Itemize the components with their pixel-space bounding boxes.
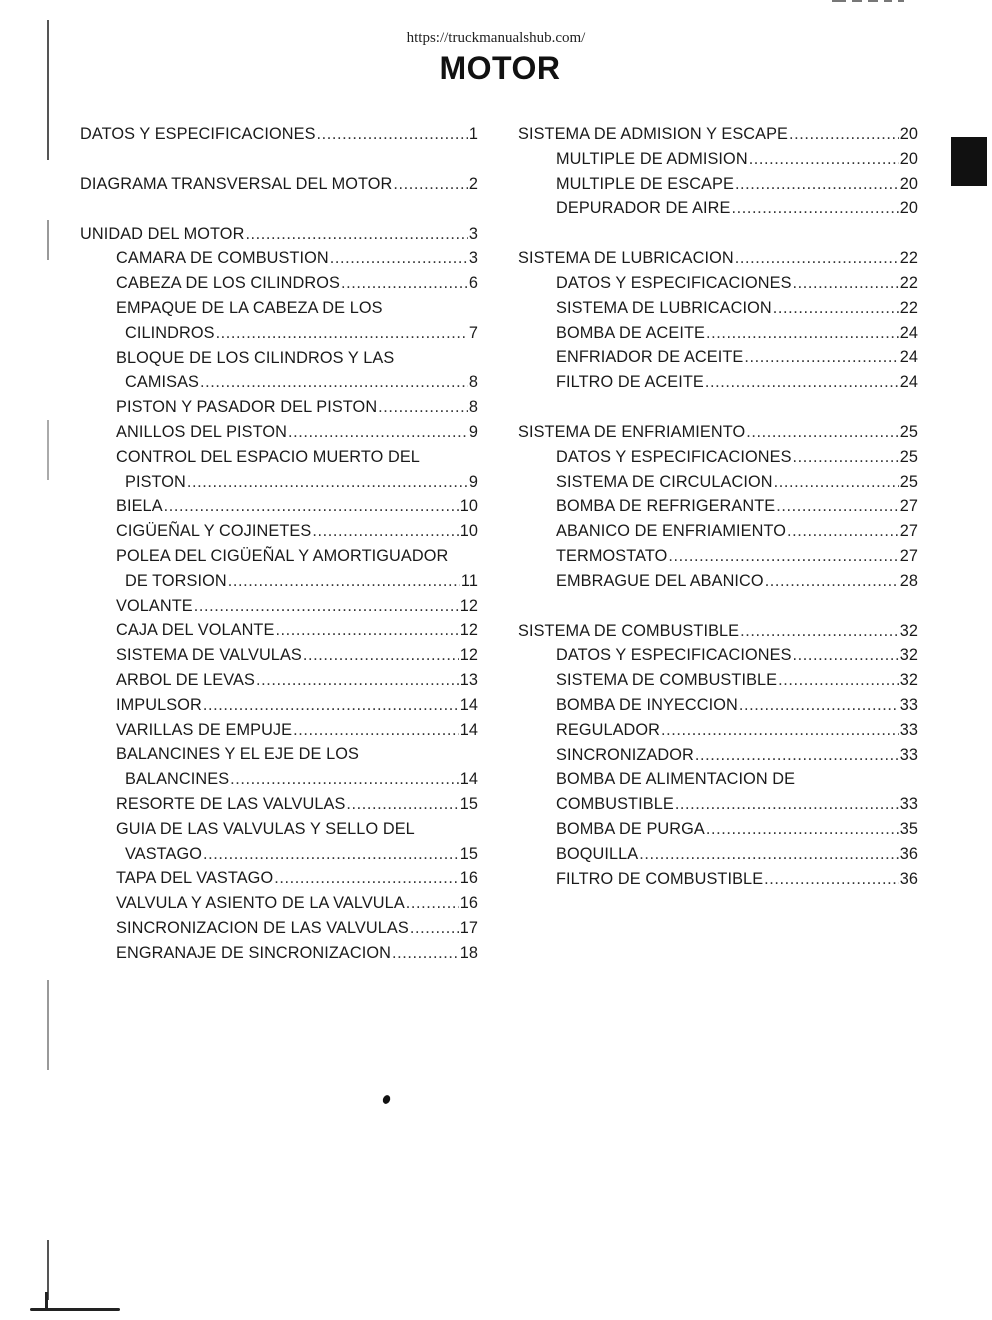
toc-entry [80, 222, 478, 247]
toc-entry-label: DEPURADOR DE AIRE [556, 199, 731, 218]
toc-leader-dots [765, 569, 899, 594]
toc-page-number: 18 [459, 943, 478, 962]
toc-entry-label: DATOS Y ESPECIFICACIONES [80, 125, 316, 143]
toc-entry-label: CAMISAS [125, 373, 199, 392]
toc-entry-label: SINCRONIZADOR [556, 745, 694, 764]
toc-group [518, 420, 918, 594]
toc-leader-dots [740, 619, 899, 644]
toc-entry-label: PISTON Y PASADOR DEL PISTON [116, 398, 378, 417]
toc-entry-label: BIELA [116, 497, 163, 516]
toc-entry [518, 345, 918, 370]
toc-entry-label: SISTEMA DE VALVULAS [116, 646, 302, 665]
toc-entry-label: SISTEMA DE CIRCULACION [556, 472, 773, 491]
toc-page-number: 36 [899, 869, 918, 888]
toc-entry-label: UNIDAD DEL MOTOR [80, 224, 245, 243]
toc-entry [80, 693, 478, 718]
toc-leader-dots [293, 718, 459, 743]
toc-leader-dots [200, 370, 468, 395]
toc-leader-dots [164, 494, 459, 519]
toc-page-number: 32 [899, 646, 918, 665]
toc-entry-label: BOMBA DE ALIMENTACION DE [556, 770, 796, 789]
toc-leader-dots [288, 420, 468, 445]
toc-page-number: 33 [899, 795, 918, 814]
toc-entry [80, 172, 478, 197]
toc-page-number: 16 [459, 894, 478, 913]
toc-entry-label: BOQUILLA [556, 844, 639, 863]
stray-dot-mark [381, 1094, 391, 1105]
toc-entry [80, 866, 478, 891]
toc-leader-dots [735, 246, 899, 271]
toc-leader-dots [735, 172, 899, 197]
toc-page-number: 25 [899, 472, 918, 491]
toc-leader-dots [317, 122, 468, 147]
toc-entry-label: DATOS Y ESPECIFICACIONES [556, 273, 792, 292]
toc-page-number: 24 [899, 348, 918, 367]
toc-entry-label: SINCRONIZACION DE LAS VALVULAS [116, 918, 409, 937]
toc-page-number: 3 [468, 224, 478, 243]
toc-entry-label: ARBOL DE LEVAS [116, 670, 255, 689]
toc-entry [80, 445, 478, 470]
toc-leader-dots [773, 296, 899, 321]
toc-entry-label: SISTEMA DE LUBRICACION [556, 298, 772, 317]
toc-page-number: 11 [460, 571, 478, 590]
toc-group [80, 122, 478, 147]
toc-entry-label: MULTIPLE DE ESCAPE [556, 174, 734, 193]
toc-leader-dots [793, 271, 899, 296]
toc-leader-dots [203, 693, 459, 718]
toc-page-number: 27 [899, 497, 918, 516]
toc-leader-dots [739, 693, 899, 718]
toc-entry-label: SISTEMA DE LUBRICACION [518, 249, 734, 268]
toc-page-number: 33 [899, 695, 918, 714]
toc-entry-label: CIGÜEÑAL Y COJINETES [116, 522, 312, 541]
toc-leader-dots [194, 594, 459, 619]
scan-corner-mark [30, 1308, 120, 1311]
scan-edge-line [47, 220, 49, 260]
toc-entry-label: BALANCINES [125, 770, 230, 789]
toc-page-number: 33 [899, 720, 918, 739]
toc-right-column [518, 122, 918, 916]
page-title: MOTOR [439, 50, 561, 86]
scan-top-mark [898, 0, 904, 2]
toc-entry-label: GUIA DE LAS VALVULAS Y SELLO DEL [116, 819, 415, 838]
source-url: https://truckmanualshub.com/ [406, 30, 586, 46]
toc-page-number: 32 [899, 671, 918, 690]
toc-page-number: 8 [468, 373, 478, 392]
toc-entry-label: DATOS Y ESPECIFICACIONES [556, 447, 792, 466]
toc-page-number: 20 [899, 149, 918, 168]
toc-entry-label: SISTEMA DE COMBUSTIBLE [518, 621, 740, 640]
toc-entry [80, 544, 478, 569]
toc-entry [518, 296, 918, 321]
toc-page-number: 27 [899, 522, 918, 541]
toc-leader-dots [661, 718, 899, 743]
toc-entry-label: BOMBA DE PURGA [556, 819, 705, 838]
toc-entry-label: TAPA DEL VASTAGO [116, 869, 274, 888]
toc-leader-dots [346, 792, 458, 817]
toc-entry-label: FILTRO DE COMBUSTIBLE [556, 869, 764, 888]
toc-entry [80, 122, 478, 147]
toc-entry-label: POLEA DEL CIGÜEÑAL Y AMORTIGUADOR [116, 546, 449, 565]
scan-edge-line [47, 420, 49, 480]
toc-page-number: 15 [459, 794, 478, 813]
scan-top-mark [884, 0, 892, 2]
toc-entry [518, 321, 918, 346]
toc-page-number: 17 [459, 918, 478, 937]
toc-page-number: 8 [468, 398, 478, 417]
toc-leader-dots [187, 470, 468, 495]
toc-page-number: 9 [468, 422, 478, 441]
toc-entry [518, 718, 918, 743]
toc-entry [80, 718, 478, 743]
toc-leader-dots [312, 519, 458, 544]
toc-page-number: 27 [899, 546, 918, 565]
toc-page-number: 2 [468, 174, 478, 193]
toc-page-number: 33 [899, 745, 918, 764]
toc-entry [80, 470, 478, 495]
toc-page-number: 24 [899, 373, 918, 392]
toc-leader-dots [749, 147, 899, 172]
toc-leader-dots [216, 321, 468, 346]
toc-leader-dots [245, 222, 467, 247]
toc-leader-dots [203, 842, 459, 867]
toc-entry [518, 619, 918, 644]
toc-entry [518, 693, 918, 718]
toc-entry-label: ABANICO DE ENFRIAMIENTO [556, 522, 786, 541]
scan-top-mark [852, 0, 862, 2]
toc-entry [518, 172, 918, 197]
toc-entry-label: EMPAQUE DE LA CABEZA DE LOS [116, 298, 383, 317]
toc-entry [518, 668, 918, 693]
toc-entry-label: PISTON [125, 472, 186, 491]
toc-entry [518, 370, 918, 395]
toc-leader-dots [228, 569, 460, 594]
toc-page-number: 6 [468, 274, 478, 293]
toc-entry-label: ENGRANAJE DE SINCRONIZACION [116, 943, 391, 962]
toc-entry [518, 420, 918, 445]
toc-group [518, 619, 918, 892]
toc-page-number: 22 [899, 298, 918, 317]
toc-leader-dots [341, 271, 468, 296]
toc-entry-label: RESORTE DE LAS VALVULAS [116, 794, 346, 813]
toc-leader-dots [274, 866, 458, 891]
toc-entry-label: CONTROL DEL ESPACIO MUERTO DEL [116, 447, 420, 466]
toc-entry [518, 470, 918, 495]
toc-page-number: 36 [899, 844, 918, 863]
toc-leader-dots [776, 494, 898, 519]
toc-entry [80, 891, 478, 916]
toc-entry [518, 767, 918, 792]
toc-entry-label: REGULADOR [556, 720, 661, 739]
toc-page-number: 1 [468, 125, 478, 143]
toc-leader-dots [764, 867, 899, 892]
toc-leader-dots [392, 941, 459, 966]
toc-leader-dots [230, 767, 459, 792]
toc-group [518, 122, 918, 221]
toc-entry [518, 196, 918, 221]
toc-leader-dots [789, 122, 899, 147]
toc-entry-label: FILTRO DE ACEITE [556, 373, 704, 392]
toc-entry [518, 519, 918, 544]
toc-entry [80, 618, 478, 643]
toc-entry [80, 916, 478, 941]
toc-leader-dots [668, 544, 898, 569]
toc-entry-label: SISTEMA DE COMBUSTIBLE [556, 671, 778, 690]
toc-entry [518, 147, 918, 172]
toc-page-number: 10 [459, 497, 478, 516]
scan-top-mark [832, 0, 846, 2]
toc-entry [518, 494, 918, 519]
toc-entry [518, 544, 918, 569]
toc-page-number: 22 [899, 249, 918, 268]
toc-page-number: 13 [459, 670, 478, 689]
toc-entry [80, 370, 478, 395]
toc-entry-label: EMBRAGUE DEL ABANICO [556, 571, 764, 590]
toc-page-number: 10 [459, 522, 478, 541]
toc-page-number: 7 [468, 323, 478, 342]
toc-page-number: 3 [468, 249, 478, 268]
toc-leader-dots [793, 643, 899, 668]
toc-entry [518, 643, 918, 668]
toc-page-number: 35 [899, 819, 918, 838]
toc-entry [80, 246, 478, 271]
scan-edge-line [47, 980, 49, 1070]
toc-leader-dots [793, 445, 899, 470]
toc-entry-label: BALANCINES Y EL EJE DE LOS [116, 745, 360, 764]
toc-page-number: 12 [459, 646, 478, 665]
toc-entry [518, 743, 918, 768]
toc-leader-dots [393, 172, 467, 197]
toc-entry-label: VARILLAS DE EMPUJE [116, 720, 293, 739]
toc-entry [80, 668, 478, 693]
toc-entry-label: BOMBA DE INYECCION [556, 695, 738, 714]
toc-entry [80, 395, 478, 420]
toc-entry-label: SISTEMA DE ENFRIAMIENTO [518, 422, 746, 441]
toc-page-number: 9 [468, 472, 478, 491]
toc-leader-dots [275, 618, 458, 643]
toc-entry [518, 867, 918, 892]
toc-entry-label: VASTAGO [125, 844, 202, 863]
toc-entry-label: DE TORSION [125, 571, 227, 590]
toc-entry [80, 321, 478, 346]
toc-leader-dots [778, 668, 899, 693]
toc-entry [80, 767, 478, 792]
scan-edge-line [47, 1240, 49, 1300]
toc-entry-label: SISTEMA DE ADMISION Y ESCAPE [518, 125, 789, 143]
toc-entry [80, 742, 478, 767]
toc-entry [80, 842, 478, 867]
toc-entry-label: BOMBA DE REFRIGERANTE [556, 497, 776, 516]
toc-entry [80, 494, 478, 519]
toc-entry-label: CAMARA DE COMBUSTION [116, 249, 329, 268]
toc-leader-dots [705, 370, 899, 395]
toc-entry [80, 643, 478, 668]
toc-entry-label: MULTIPLE DE ADMISION [556, 149, 748, 168]
toc-entry [80, 817, 478, 842]
toc-entry [518, 122, 918, 147]
toc-leader-dots [706, 321, 899, 346]
toc-entry [518, 246, 918, 271]
toc-leader-dots [406, 891, 459, 916]
toc-group [518, 246, 918, 395]
toc-entry [80, 346, 478, 371]
toc-leader-dots [746, 420, 898, 445]
toc-leader-dots [378, 395, 468, 420]
toc-entry-label: VALVULA Y ASIENTO DE LA VALVULA [116, 894, 405, 913]
toc-entry-label: CAJA DEL VOLANTE [116, 621, 275, 640]
toc-page-number: 25 [899, 422, 918, 441]
toc-page-number: 28 [899, 571, 918, 590]
toc-page-number: 20 [899, 125, 918, 143]
toc-entry-label: ENFRIADOR DE ACEITE [556, 348, 744, 367]
toc-entry [80, 941, 478, 966]
toc-entry [518, 569, 918, 594]
toc-leader-dots [732, 196, 899, 221]
toc-page-number: 14 [459, 695, 478, 714]
scan-edge-line [47, 20, 49, 160]
toc-entry [518, 842, 918, 867]
toc-leader-dots [410, 916, 459, 941]
toc-entry-label: COMBUSTIBLE [556, 795, 674, 814]
toc-page-number: 20 [899, 199, 918, 218]
toc-entry [518, 445, 918, 470]
toc-page-number: 14 [459, 770, 478, 789]
toc-entry [80, 271, 478, 296]
toc-page-number: 15 [459, 844, 478, 863]
toc-page-number: 16 [459, 869, 478, 888]
toc-entry [518, 792, 918, 817]
toc-entry [80, 792, 478, 817]
toc-entry-label: CABEZA DE LOS CILINDROS [116, 274, 340, 293]
toc-entry [80, 594, 478, 619]
toc-entry [518, 271, 918, 296]
toc-entry [80, 420, 478, 445]
toc-leader-dots [675, 792, 899, 817]
toc-entry-label: IMPULSOR [116, 695, 202, 714]
toc-entry-label: TERMOSTATO [556, 546, 668, 565]
toc-leader-dots [330, 246, 468, 271]
toc-entry-label: ANILLOS DEL PISTON [116, 422, 288, 441]
toc-group [80, 172, 478, 197]
scan-top-mark [868, 0, 878, 2]
toc-leader-dots [303, 643, 459, 668]
toc-entry-label: BOMBA DE ACEITE [556, 323, 705, 342]
toc-entry-label: CILINDROS [125, 323, 215, 342]
toc-leader-dots [639, 842, 898, 867]
toc-leader-dots [744, 345, 898, 370]
toc-page-number: 25 [899, 447, 918, 466]
toc-left-column [80, 122, 478, 991]
toc-page-number: 20 [899, 174, 918, 193]
toc-group [80, 222, 478, 966]
toc-entry [80, 296, 478, 321]
toc-leader-dots [706, 817, 899, 842]
section-tab-marker [951, 137, 987, 186]
toc-entry-label: VOLANTE [116, 596, 193, 615]
toc-page-number: 22 [899, 273, 918, 292]
toc-page-number: 32 [899, 621, 918, 640]
toc-entry [80, 519, 478, 544]
toc-page-number: 14 [459, 720, 478, 739]
toc-entry-label: DIAGRAMA TRANSVERSAL DEL MOTOR [80, 174, 393, 193]
toc-leader-dots [695, 743, 899, 768]
toc-leader-dots [256, 668, 459, 693]
toc-page-number: 24 [899, 323, 918, 342]
toc-leader-dots [774, 470, 899, 495]
toc-page-number: 12 [459, 621, 478, 640]
toc-entry-label: BLOQUE DE LOS CILINDROS Y LAS [116, 348, 395, 367]
toc-leader-dots [787, 519, 899, 544]
toc-entry-label: DATOS Y ESPECIFICACIONES [556, 646, 792, 665]
toc-entry [518, 817, 918, 842]
toc-page-number: 12 [459, 596, 478, 615]
toc-entry [80, 569, 478, 594]
